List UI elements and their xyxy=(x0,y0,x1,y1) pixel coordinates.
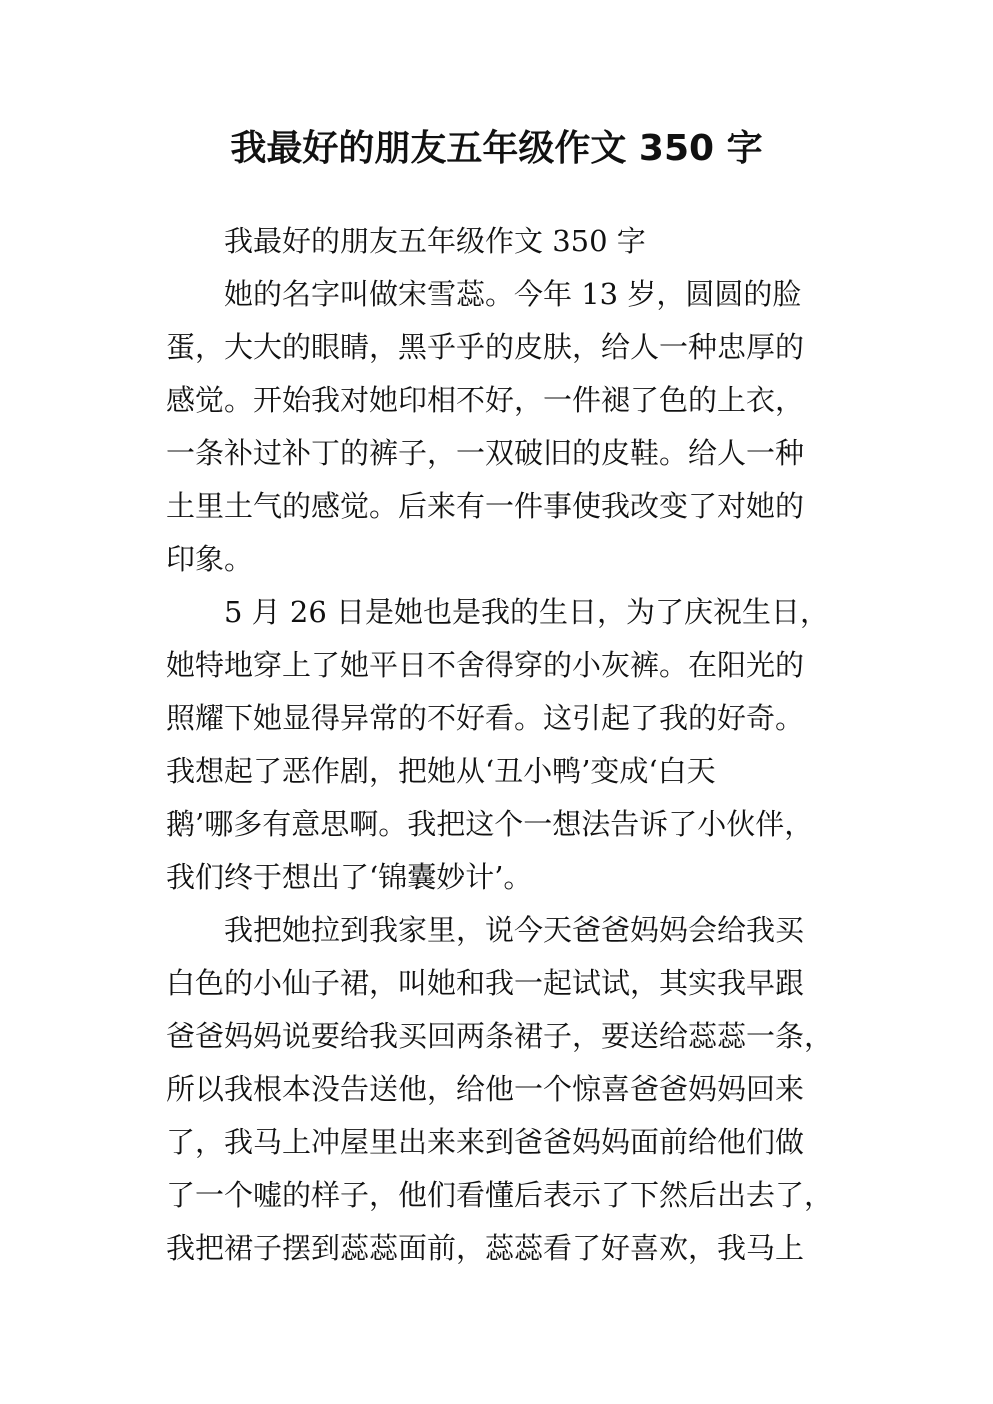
paragraph-3-line-2: 白色的小仙子裙，叫她和我一起试试，其实我早跟 xyxy=(166,966,805,1000)
document-title: 我最好的朋友五年级作文 350 字 xyxy=(230,128,763,169)
paragraph-3-line-5: 了，我马上冲屋里出来来到爸爸妈妈面前给他们做 xyxy=(166,1125,805,1159)
paragraph-1-line-2: 蛋，大大的眼睛，黑乎乎的皮肤，给人一种忠厚的 xyxy=(166,330,805,364)
paragraph-2-line-6: 我们终于想出了‘锦囊妙计’。 xyxy=(166,860,533,894)
document-body xyxy=(166,215,838,1275)
paragraph-3-line-4: 所以我根本没告送他，给他一个惊喜爸爸妈妈回来 xyxy=(166,1072,805,1106)
paragraph-1-line-3: 感觉。开始我对她印相不好，一件褪了色的上衣， xyxy=(166,383,805,417)
subtitle-line: 我最好的朋友五年级作文 350 字 xyxy=(224,224,646,258)
paragraph-2-line-3: 照耀下她显得异常的不好看。这引起了我的好奇。 xyxy=(166,701,805,735)
paragraph-2-line-2: 她特地穿上了她平日不舍得穿的小灰裤。在阳光的 xyxy=(166,648,805,682)
paragraph-1-line-1: 她的名字叫做宋雪蕊。今年 13 岁，圆圆的脸 xyxy=(224,277,802,311)
paragraph-1-line-4: 一条补过补丁的裤子，一双破旧的皮鞋。给人一种 xyxy=(166,436,805,470)
paragraph-2-line-5: 鹅’哪多有意思啊。我把这个一想法告诉了小伙伴， xyxy=(166,807,814,841)
paragraph-3-line-6: 了一个嘘的样子，他们看懂后表示了下然后出去了， xyxy=(166,1178,834,1212)
paragraph-2-line-4: 我想起了恶作剧，把她从‘丑小鸭’变成‘白天 xyxy=(166,754,716,788)
paragraph-1-line-5: 土里土气的感觉。后来有一件事使我改变了对她的 xyxy=(166,489,805,523)
paragraph-3-line-3: 爸爸妈妈说要给我买回两条裙子，要送给蕊蕊一条， xyxy=(166,1019,834,1053)
paragraph-1-line-6: 印象。 xyxy=(166,542,254,576)
paragraph-3-line-1: 我把她拉到我家里，说今天爸爸妈妈会给我买 xyxy=(224,913,805,947)
paragraph-2-line-1: 5 月 26 日是她也是我的生日，为了庆祝生日， xyxy=(224,595,830,629)
paragraph-3-line-7: 我把裙子摆到蕊蕊面前，蕊蕊看了好喜欢，我马上 xyxy=(166,1231,805,1265)
